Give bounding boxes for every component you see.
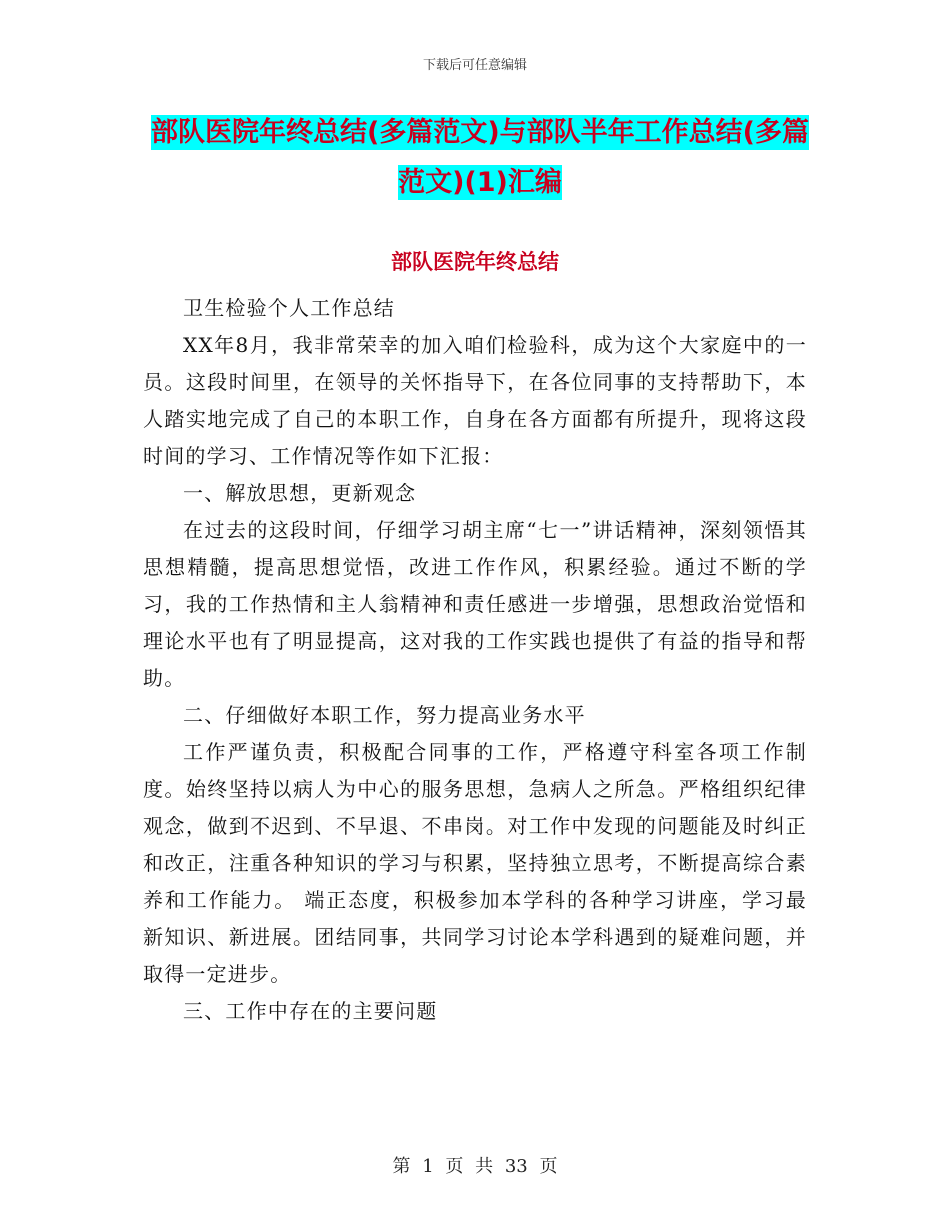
heading-section-3: 三、工作中存在的主要问题 (183, 999, 438, 1023)
paragraph-section-2: 工作严谨负责，积极配合同事的工作，严格遵守科室各项工作制度。始终坚持以病人为中心的服务思想，急病人之所急。严格组织纪律观念，做到不迟到、不早退、不串岗。对工作中发现的问题能及时纠正和改正，注重各种知识的学习与积累，坚持独立思考，不断提高综合素养和工作能力。 端正态度，积极参加本学科的各种学习讲座，学习最新知识、新进展。团结同事，共同学习讨论本学科遇到的疑难问题，并取得一定进步。 (143, 740, 807, 986)
header-note: 下载后可任意编辑 (422, 58, 527, 73)
document-title-text: 部队医院年终总结(多篇范文)与部队半年工作总结(多篇范文)(1)汇编 (150, 117, 810, 198)
heading-section-1: 一、解放思想，更新观念 (183, 481, 417, 505)
paragraph-intro: XX年8月，我非常荣幸的加入咱们检验科，成为这个大家庭中的一员。这段时间里，在领导的关怀指导下，在各位同事的支持帮助下，本人踏实地完成了自己的本职工作，自身在各方面都有所提升，现将这段时间的学习、工作情况等作如下汇报： (143, 333, 807, 468)
body-text (143, 290, 807, 1030)
paragraph-section-1: 在过去的这段时间，仔细学习胡主席“七一”讲话精神，深刻领悟其思想精髓，提高思想觉悟，改进工作作风，积累经验。通过不断的学习，我的工作热情和主人翁精神和责任感进一步增强，思想政治觉悟和理论水平也有了明显提高，这对我的工作实践也提供了有益的指导和帮助。 (143, 518, 807, 690)
page-footer: 第 1 页 共 33 页 (392, 1156, 558, 1177)
heading-section-2: 二、仔细做好本职工作，努力提高业务水平 (183, 703, 586, 727)
section-title: 部队医院年终总结 (391, 250, 559, 274)
document-title (140, 108, 820, 208)
paragraph-subtitle: 卫生检验个人工作总结 (183, 296, 395, 320)
